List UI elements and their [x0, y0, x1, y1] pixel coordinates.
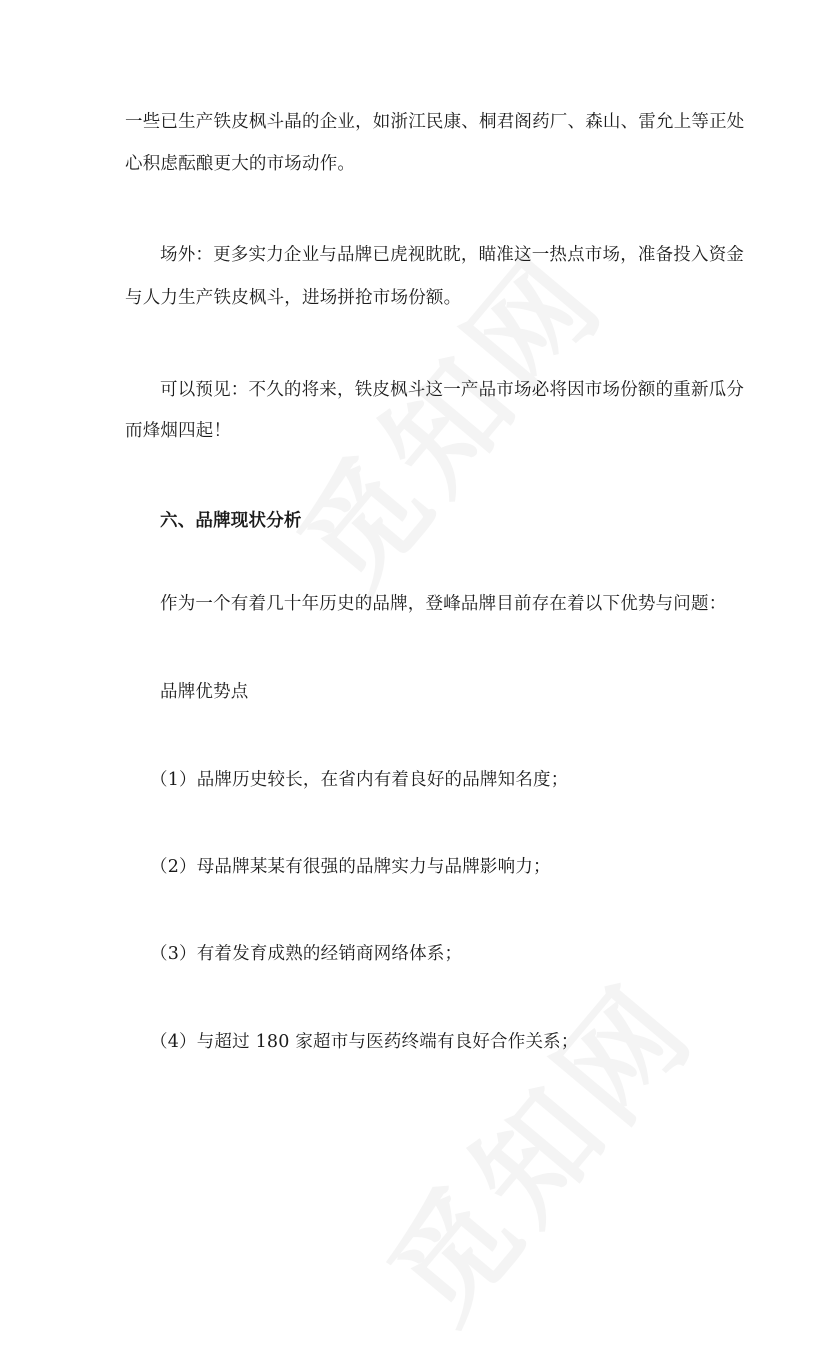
paragraph-2-line-1: 场外：更多实力企业与品牌已虎视眈眈，瞄准这一热点市场，准备投入资金	[160, 245, 745, 265]
paragraph-2-line-2: 与人力生产铁皮枫斗，进场拼抢市场份额。	[125, 288, 462, 308]
paragraph-3-line-1: 可以预见：不久的将来，铁皮枫斗这一产品市场必将因市场份额的重新瓜分	[160, 380, 745, 400]
paragraph-1-line-1: 一些已生产铁皮枫斗晶的企业，如浙江民康、桐君阁药厂、森山、雷允上等正处	[125, 112, 745, 132]
paragraph-1-line-2: 心积虑酝酿更大的市场动作。	[125, 154, 356, 174]
advantage-item-3: （3）有着发育成熟的经销商网络体系；	[150, 944, 463, 964]
advantage-item-4: （4）与超过 180 家超市与医药终端有良好合作关系；	[150, 1032, 579, 1052]
section-heading: 六、品牌现状分析	[160, 511, 302, 531]
watermark	[254, 211, 636, 620]
advantage-item-2: （2）母品牌某某有很强的品牌实力与品牌影响力；	[150, 857, 551, 877]
advantage-item-1: （1）品牌历史较长，在省内有着良好的品牌知名度；	[150, 770, 569, 790]
intro-paragraph: 作为一个有着几十年历史的品牌，登峰品牌目前存在着以下优势与问题：	[160, 594, 727, 614]
watermark-bottom	[344, 941, 726, 1350]
paragraph-3-line-2: 而烽烟四起！	[125, 421, 232, 441]
advantages-subheading: 品牌优势点	[160, 682, 249, 702]
